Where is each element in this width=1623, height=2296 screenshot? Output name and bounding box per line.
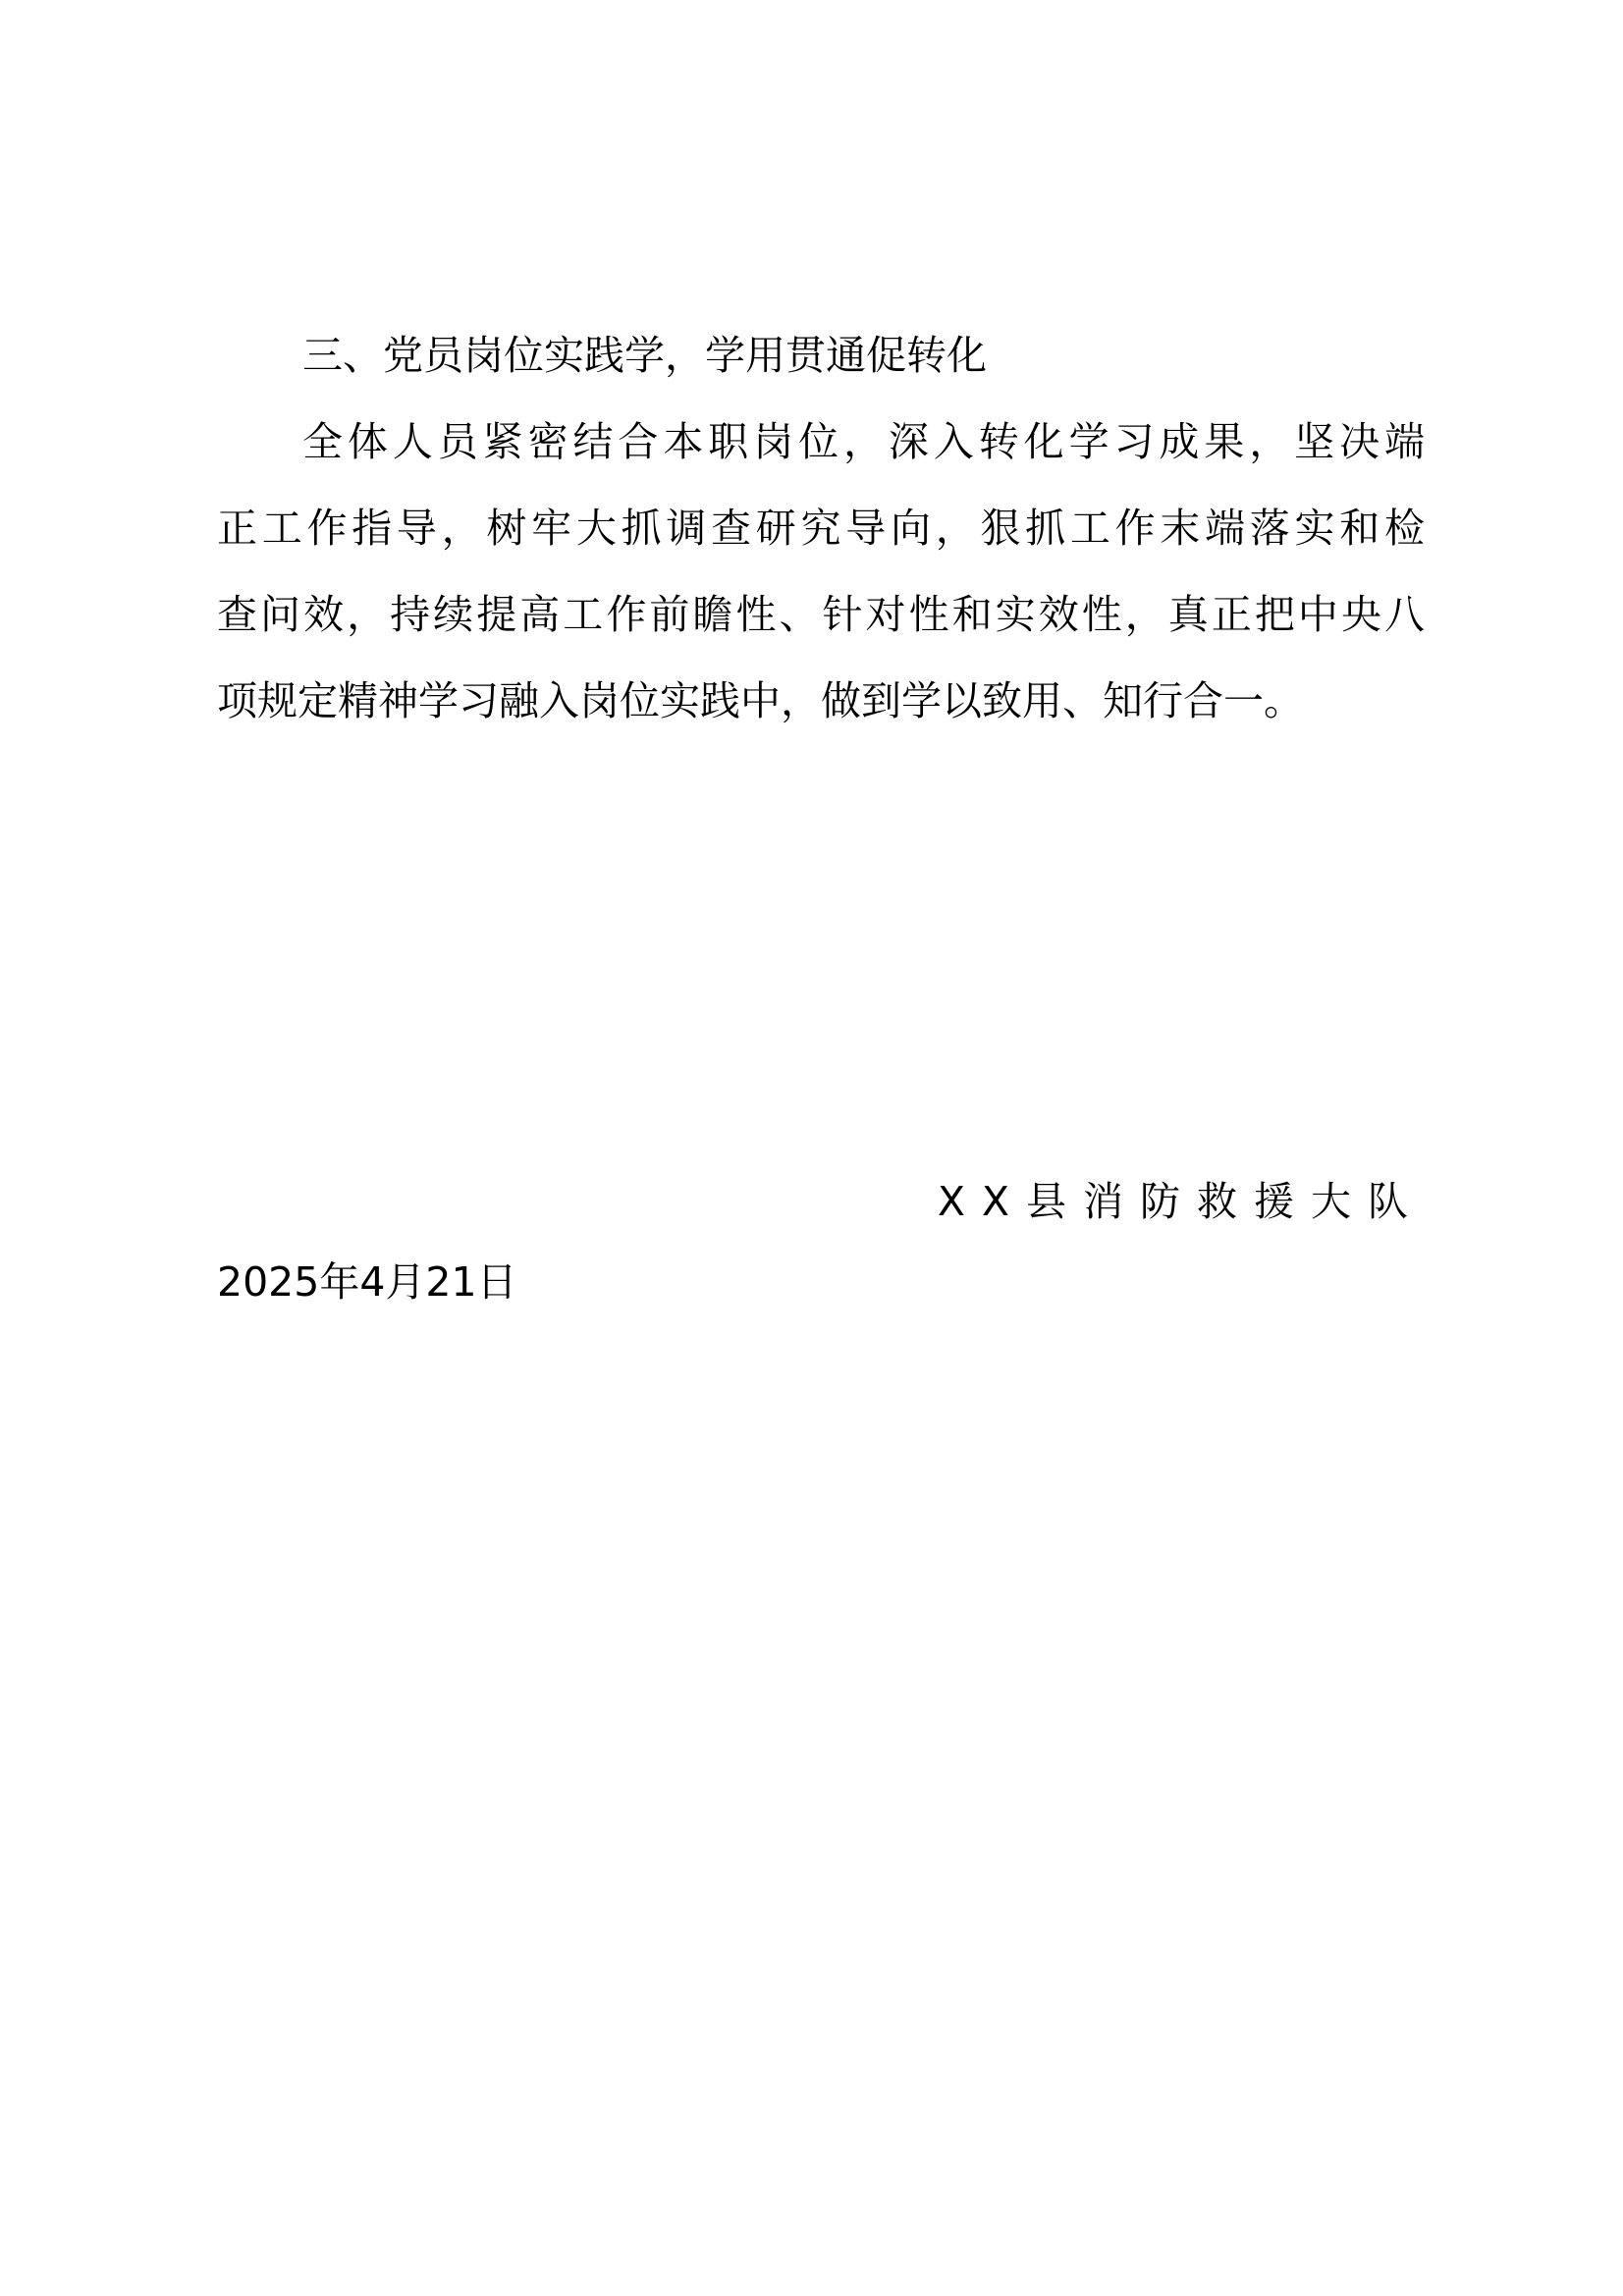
paragraph-line-3: 查问效，持续提高工作前瞻性、针对性和实效性，真正把中央八 — [217, 591, 1425, 638]
paragraph-line-1: 全体人员紧密结合本职岗位，深入转化学习成果，坚决端 — [302, 418, 1425, 465]
document-date: 2025年4月21日 — [217, 1258, 517, 1306]
paragraph-line-2: 正工作指导，树牢大抓调查研究导向，狠抓工作末端落实和检 — [217, 505, 1425, 552]
signature-organization: XX县消防救援大队 — [937, 1178, 1425, 1225]
section-heading: 三、党员岗位实践学，学用贯通促转化 — [302, 332, 987, 379]
paragraph-line-4: 项规定精神学习融入岗位实践中，做到学以致用、知行合一。 — [217, 677, 1304, 724]
